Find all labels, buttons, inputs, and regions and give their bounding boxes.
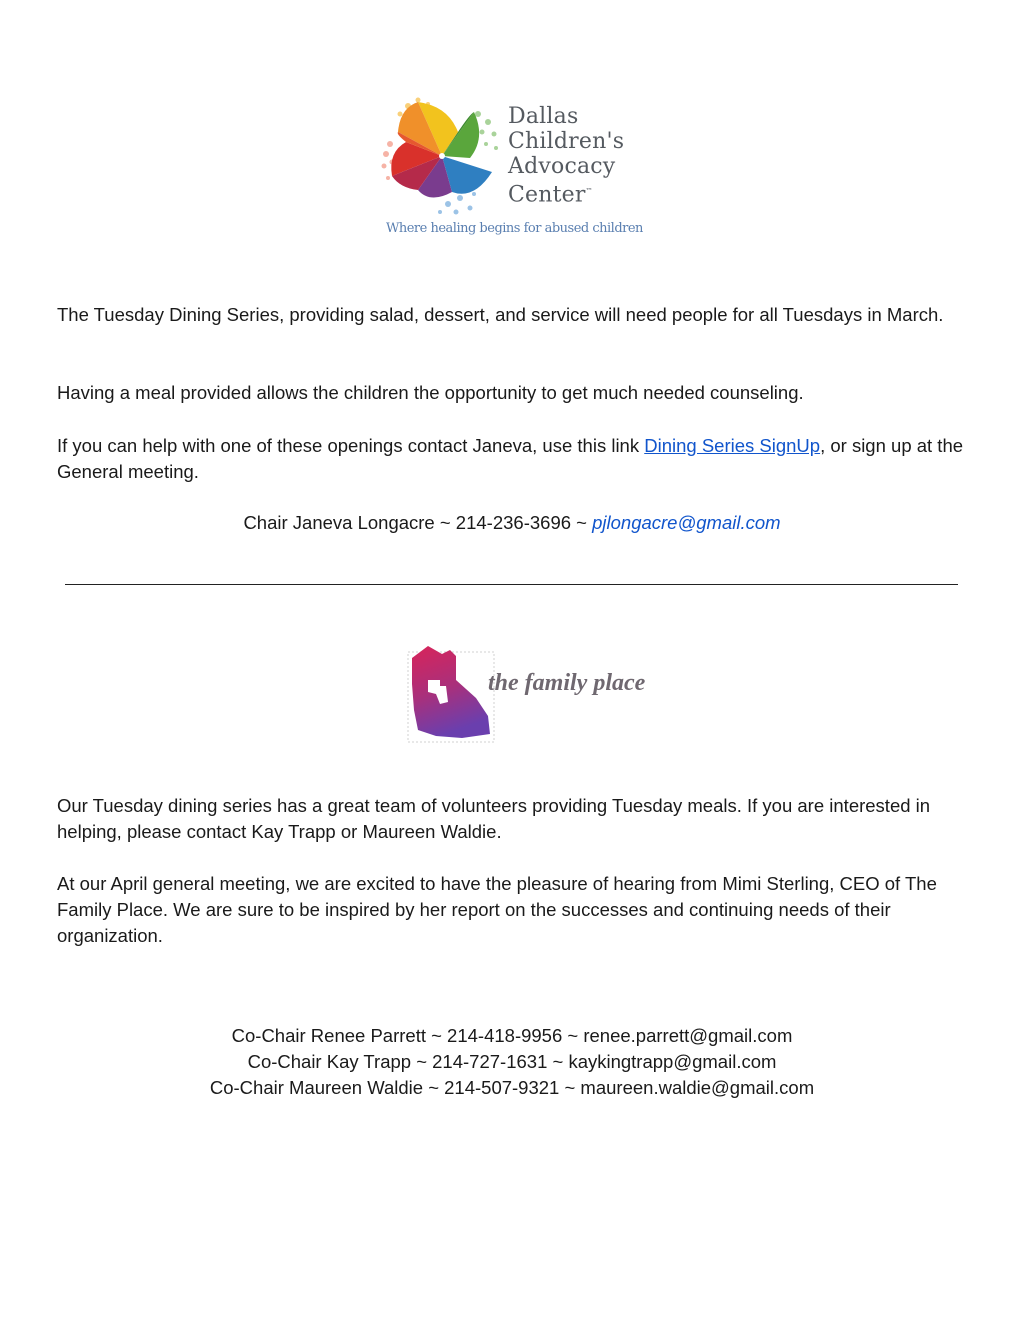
chair-email[interactable]: pjlongacre@gmail.com (592, 512, 781, 533)
dcac-name-line-3: Advocacy (508, 154, 616, 179)
dining-series-signup-link[interactable]: Dining Series SignUp (644, 435, 821, 456)
pinwheel-icon (378, 92, 508, 220)
section-divider (65, 584, 958, 585)
family-place-logo (406, 640, 668, 746)
paragraph-3-trailing-text: , or sign up at the General meeting. (57, 435, 964, 482)
dcac-name-line-2: Children's (508, 129, 625, 154)
cochair-contact-2: Co-Chair Kay Trapp ~ 214-727-1631 ~ kaykingtrapp@gmail.com (247, 1051, 777, 1072)
dcac-name-line-4: Center (508, 182, 586, 208)
paragraph-3-lead-text: If you can help with one of these openings contact Janeva, use this link (57, 435, 645, 456)
family-place-wordmark: the family place (488, 670, 646, 696)
dcac-tagline: Where healing begins for abused children (386, 221, 643, 236)
dcac-wordmark (508, 104, 624, 207)
section2-paragraph-1: Our Tuesday dining series has a great team of volunteers providing Tuesday meals. If you are interested in helping, please contact Kay Trapp or Maureen Waldie. (57, 795, 931, 842)
cochair-contact-1: Co-Chair Renee Parrett ~ 214-418-9956 ~ renee.parrett@gmail.com (231, 1025, 793, 1046)
chair-contact-line (0, 510, 1024, 536)
chair-contact-text: Chair Janeva Longacre ~ 214-236-3696 ~ (243, 512, 593, 533)
section1-paragraph-2: Having a meal provided allows the children the opportunity to get much needed counseling. (57, 382, 804, 403)
section1-paragraph-1: The Tuesday Dining Series, providing salad, dessert, and service will need people for all Tuesdays in March. (57, 304, 944, 325)
dcac-logo (378, 92, 648, 242)
trademark-mark: ™ (585, 187, 593, 195)
section2-paragraph-2: At our April general meeting, we are excited to have the pleasure of hearing from Mimi Sterling, CEO of The Family Place. We are sure to be inspired by her report on the successes and continuing needs of their organization. (57, 873, 937, 946)
section1-paragraph-3 (57, 433, 972, 485)
dcac-name-line-1: Dallas (508, 104, 579, 129)
house-map-icon (406, 640, 496, 744)
cochair-contact-3: Co-Chair Maureen Waldie ~ 214-507-9321 ~ maureen.waldie@gmail.com (209, 1077, 815, 1098)
